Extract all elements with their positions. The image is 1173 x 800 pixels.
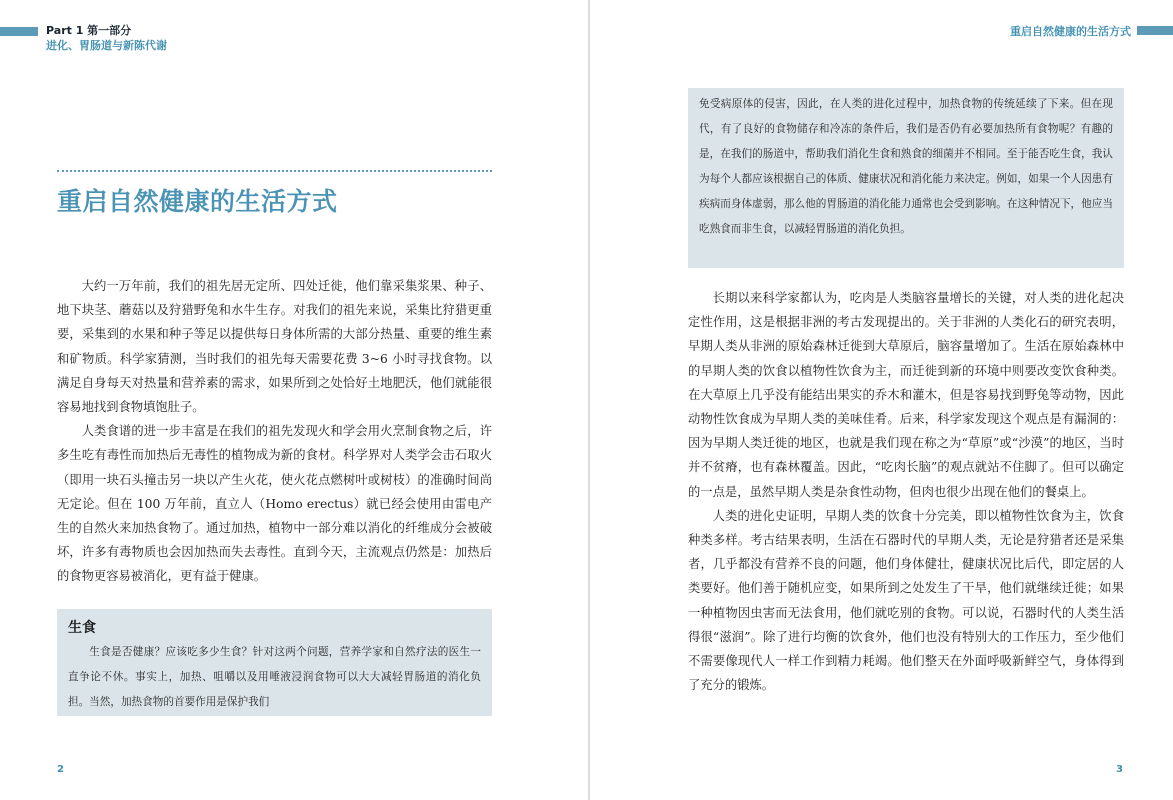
paragraph: 大约一万年前，我们的祖先居无定所、四处迁徙，他们靠采集浆果、种子、地下块茎、蘑菇以及狩猎野兔和水牛生存。对我们的祖先来说，采集比狩猎更重要，采集到的水果和种子等足以提供每日身体所需的大部分热量、重要的维生素和矿物质。科学家猜测，当时我们的祖先每天需要花费 3~6 小时寻找食物。以满足自身每天对热量和营养素的需求，如果所到之处恰好土地肥沃，他们就能很容易地找到食物填饱肚子。	[57, 279, 492, 415]
sidebar-paragraph: 生食是否健康？应该吃多少生食？针对这两个问题，营养学家和自然疗法的医生一直争论不休。事实上，加热、咀嚼以及用唾液浸润食物可以大大减轻胃肠道的消化负担。当然，加热食物的首要作用是保护我们	[68, 646, 481, 708]
page-number: 3	[1116, 764, 1123, 775]
body-text-left	[57, 274, 492, 589]
running-header-title: 重启自然健康的生活方式	[1010, 25, 1131, 38]
sidebar-box-continued	[688, 88, 1124, 268]
paragraph: 人类食谱的进一步丰富是在我们的祖先发现火和学会用火烹制食物之后，许多生吃有毒性而加热后无毒性的植物成为新的食材。科学界对人类学会击石取火（即用一块石头撞击另一块以产生火花，使火花点燃树叶或树枝）的准确时间尚无定论。但在 100 万年前，直立人（Homo erectus）就已经会使用由雷电产生的自然火来加热食物了。通过加热，植物中一部分难以消化的纤维成分会被破坏，许多有毒物质也会因加热而失去毒性。直到今天，主流观点仍然是：加热后的食物更容易被消化，更有益于健康。	[57, 424, 492, 584]
header-accent-bar	[1137, 26, 1173, 35]
sidebar-heading: 生食	[68, 620, 96, 636]
body-text-right	[688, 286, 1124, 697]
sidebar-text	[699, 92, 1113, 266]
part-label: Part 1 第一部分	[46, 24, 132, 37]
paragraph: 人类的进化史证明，早期人类的饮食十分完美，即以植物性饮食为主，饮食种类多样。考古结果表明，生活在石器时代的早期人类，无论是狩猎者还是采集者，几乎都没有营养不良的问题，他们身体健壮，健康状况比后代，即定居的人类要好。他们善于随机应变，如果所到之处发生了干旱，他们就继续迁徙；如果一种植物因虫害而无法食用，他们就吃别的食物。可以说，石器时代的人类生活得很“滋润”。除了进行均衡的饮食外，他们也没有特别大的工作压力，至少他们不需要像现代人一样工作到精力耗竭。他们整天在外面呼吸新鲜空气，身体得到了充分的锻炼。	[688, 508, 1124, 693]
sidebar-text	[68, 640, 481, 715]
dotted-divider	[57, 170, 492, 172]
section-label: 进化、胃肠道与新陈代谢	[46, 39, 167, 52]
page-gutter	[588, 0, 590, 800]
header-accent-bar	[0, 27, 38, 36]
paragraph: 长期以来科学家都认为，吃肉是人类脑容量增长的关键，对人类的进化起决定性作用，这是根据非洲的考古发现提出的。关于非洲的人类化石的研究表明，早期人类从非洲的原始森林迁徙到大草原后，脑容量增加了。生活在原始森林中的早期人类的饮食以植物性饮食为主，而迁徙到新的环境中则要改变饮食种类。在大草原上几乎没有能结出果实的乔木和灌木，但是容易找到野兔等动物，因此动物性饮食成为早期人类的美味佳肴。后来，科学家发现这个观点是有漏洞的：因为早期人类迁徙的地区，也就是我们现在称之为“草原”或“沙漠”的地区，当时并不贫瘠，也有森林覆盖。因此，“吃肉长脑”的观点就站不住脚了。但可以确定的一点是，虽然早期人类是杂食性动物，但肉也很少出现在他们的餐桌上。	[688, 291, 1124, 499]
sidebar-box-raw-food	[57, 609, 492, 716]
sidebar-paragraph: 免受病原体的侵害，因此，在人类的进化过程中，加热食物的传统延续了下来。但在现代，有了良好的食物储存和冷冻的条件后，我们是否仍有必要加热所有食物呢？有趣的是，在我们的肠道中，帮助我们消化生食和熟食的细菌并不相同。至于能否吃生食，我认为每个人都应该根据自己的体质、健康状况和消化能力来决定。例如，如果一个人因患有疾病而身体虚弱，那么他的胃肠道的消化能力通常也会受到影响。在这种情况下，他应当吃熟食而非生食，以减轻胃肠道的消化负担。	[699, 98, 1113, 235]
page-number: 2	[57, 764, 64, 775]
chapter-title: 重启自然健康的生活方式	[57, 187, 338, 216]
